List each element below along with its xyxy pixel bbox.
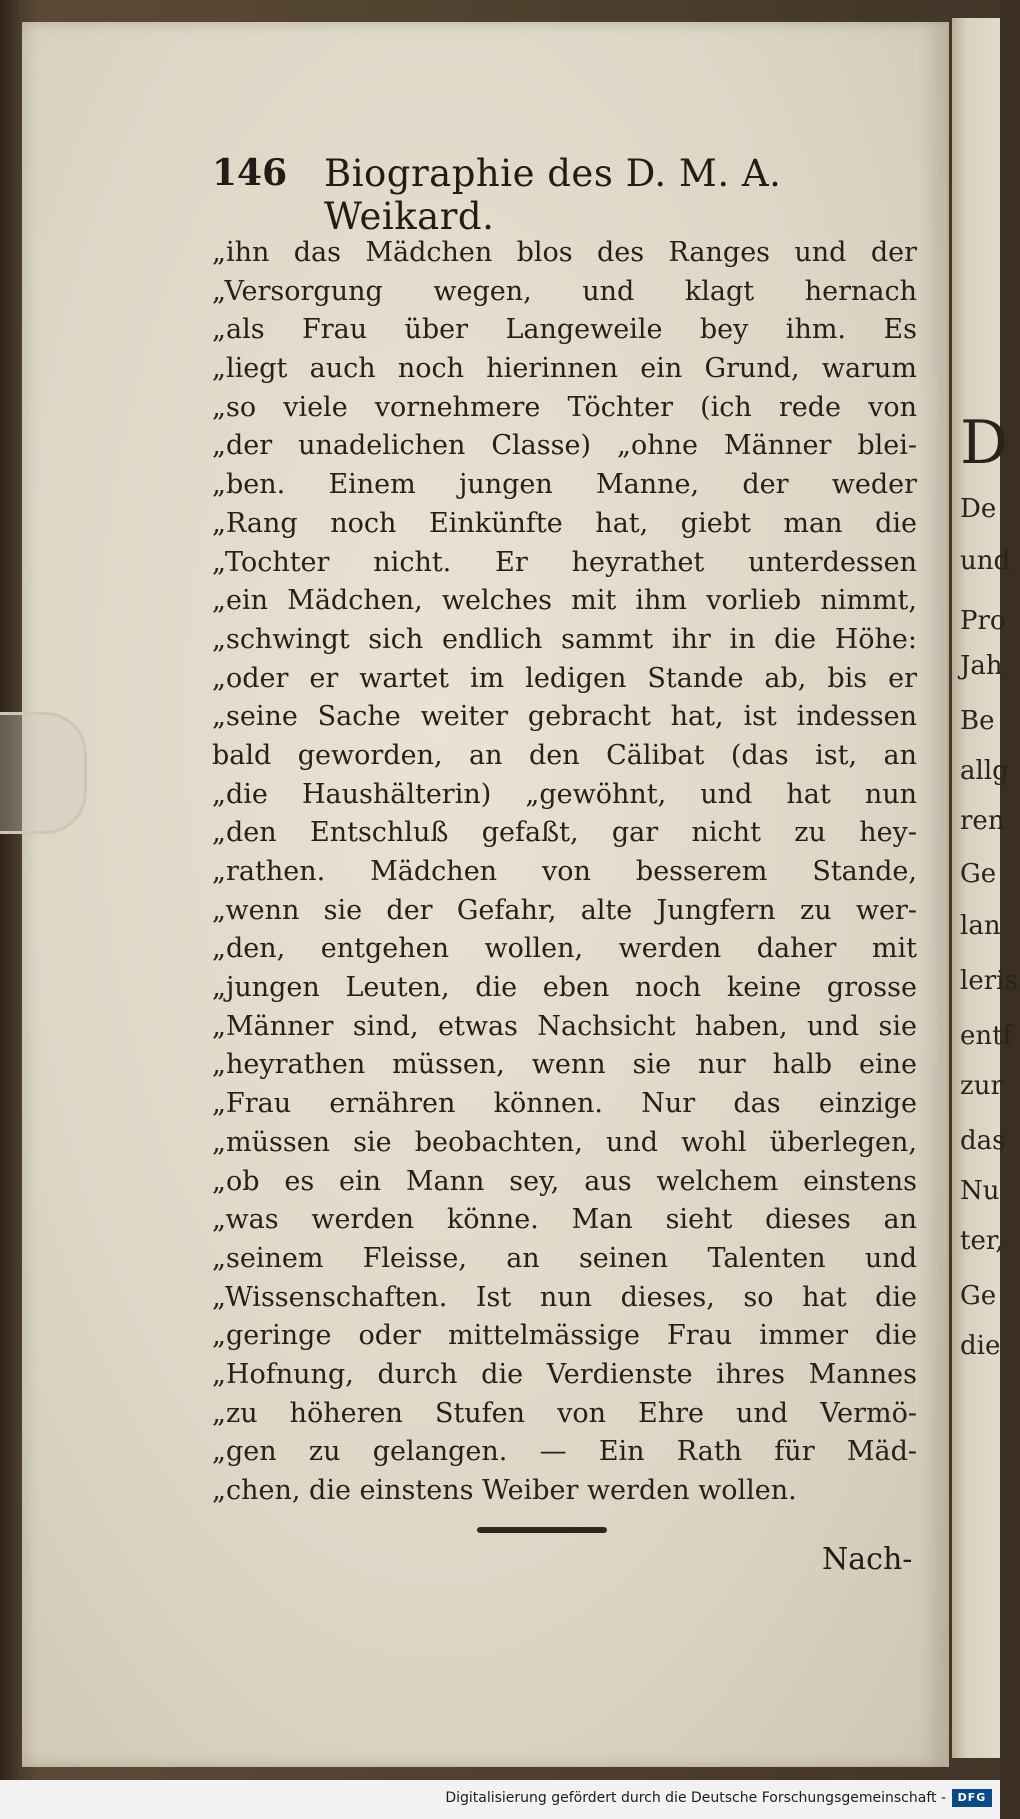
text-line: „Frau ernähren können. Nur das einzige [212, 1088, 917, 1120]
next-page-fragment: ren [960, 806, 1005, 836]
page-header [22, 152, 947, 238]
next-page-edge [952, 18, 1018, 1758]
text-line: „müssen sie beobachten, und wohl überlegen, [212, 1126, 917, 1158]
page-clip-tab [0, 712, 87, 834]
next-page-fragment: D [960, 408, 1009, 478]
next-page-fragment: und [960, 546, 1011, 576]
next-page-fragment: das [960, 1126, 1006, 1156]
text-line: „geringe oder mittelmässige Frau immer die [212, 1320, 917, 1352]
text-line: „wenn sie der Gefahr, alte Jungfern zu wer- [212, 894, 917, 926]
text-line: „Tochter nicht. Er heyrathet unterdessen [212, 546, 917, 578]
text-line: „den, entgehen wollen, werden daher mit [212, 933, 917, 965]
text-line: „die Haushälterin) „gewöhnt, und hat nun [212, 778, 917, 810]
text-line: „oder er wartet im ledigen Stande ab, bis er [212, 662, 917, 694]
text-line: „liegt auch noch hierinnen ein Grund, warum [212, 353, 917, 385]
text-line: „ein Mädchen, welches mit ihm vorlieb nimmt, [212, 585, 917, 617]
text-line: bald geworden, an den Cälibat (das ist, an [212, 739, 917, 771]
text-line: „ben. Einem jungen Manne, der weder [212, 469, 917, 501]
text-line: „jungen Leuten, die eben noch keine grosse [212, 972, 917, 1004]
text-line: „Versorgung wegen, und klagt hernach [212, 275, 917, 307]
body-text [212, 234, 917, 1511]
next-page-fragment: lan [960, 911, 1001, 941]
next-page-fragment: Nu [960, 1176, 1000, 1206]
text-line: „Rang noch Einkünfte hat, giebt man die [212, 507, 917, 539]
text-line: „als Frau über Langeweile bey ihm. Es [212, 314, 917, 346]
text-line: „Männer sind, etwas Nachsicht haben, und sie [212, 1010, 917, 1042]
next-page-fragment: De [960, 494, 997, 524]
text-line: „heyrathen müssen, wenn sie nur halb eine [212, 1049, 917, 1081]
text-line: „Wissenschaften. Ist nun dieses, so hat die [212, 1281, 917, 1313]
next-page-fragment: allg [960, 756, 1009, 786]
next-page-fragment: Ge [960, 859, 997, 889]
text-line: „den Entschluß gefaßt, gar nicht zu hey- [212, 817, 917, 849]
text-line: „schwingt sich endlich sammt ihr in die Höhe: [212, 623, 917, 655]
next-page-fragment: leris [960, 966, 1018, 996]
text-line: „rathen. Mädchen von besserem Stande, [212, 856, 917, 887]
footer-credit: Digitalisierung gefördert durch die Deutsche Forschungsgemeinschaft - [445, 1790, 946, 1806]
next-page-fragment: die [960, 1331, 1001, 1361]
text-line: „chen, die einstens Weiber werden wollen. [212, 1475, 797, 1506]
text-line: „seine Sache weiter gebracht hat, ist indessen [212, 701, 917, 733]
text-line: „seinem Fleisse, an seinen Talenten und [212, 1242, 917, 1274]
next-page-fragment: Jah [960, 651, 1003, 681]
text-line: „ob es ein Mann sey, aus welchem einstens [212, 1165, 917, 1197]
text-line: „gen zu gelangen. — Ein Rath für Mäd- [212, 1436, 917, 1468]
next-page-fragment: Be [960, 706, 995, 736]
next-page-fragment: zur [960, 1071, 1003, 1101]
text-line: „zu höheren Stufen von Ehre und Vermö- [212, 1397, 917, 1429]
running-title: Biographie des D. M. A. Weikard. [324, 152, 782, 238]
book-page [22, 22, 949, 1767]
page-number: 146 [212, 152, 288, 194]
text-line: „so viele vornehmere Töchter (ich rede von [212, 391, 917, 423]
section-rule [477, 1527, 607, 1533]
footer-bar [0, 1780, 1000, 1819]
text-line: „der unadelichen Classe) „ohne Männer blei- [212, 430, 917, 462]
next-page-fragment: Pro [960, 606, 1006, 636]
text-line: „Hofnung, durch die Verdienste ihres Mannes [212, 1358, 917, 1390]
next-page-fragment: Ge [960, 1281, 997, 1311]
text-line: „ihn das Mädchen blos des Ranges und der [212, 237, 917, 268]
next-page-fragment: ter, [960, 1226, 1004, 1256]
dfg-logo: DFG [952, 1789, 992, 1807]
catchword: Nach- [822, 1542, 913, 1577]
text-line: „was werden könne. Man sieht dieses an [212, 1204, 917, 1236]
next-page-fragment: entf [960, 1021, 1013, 1051]
